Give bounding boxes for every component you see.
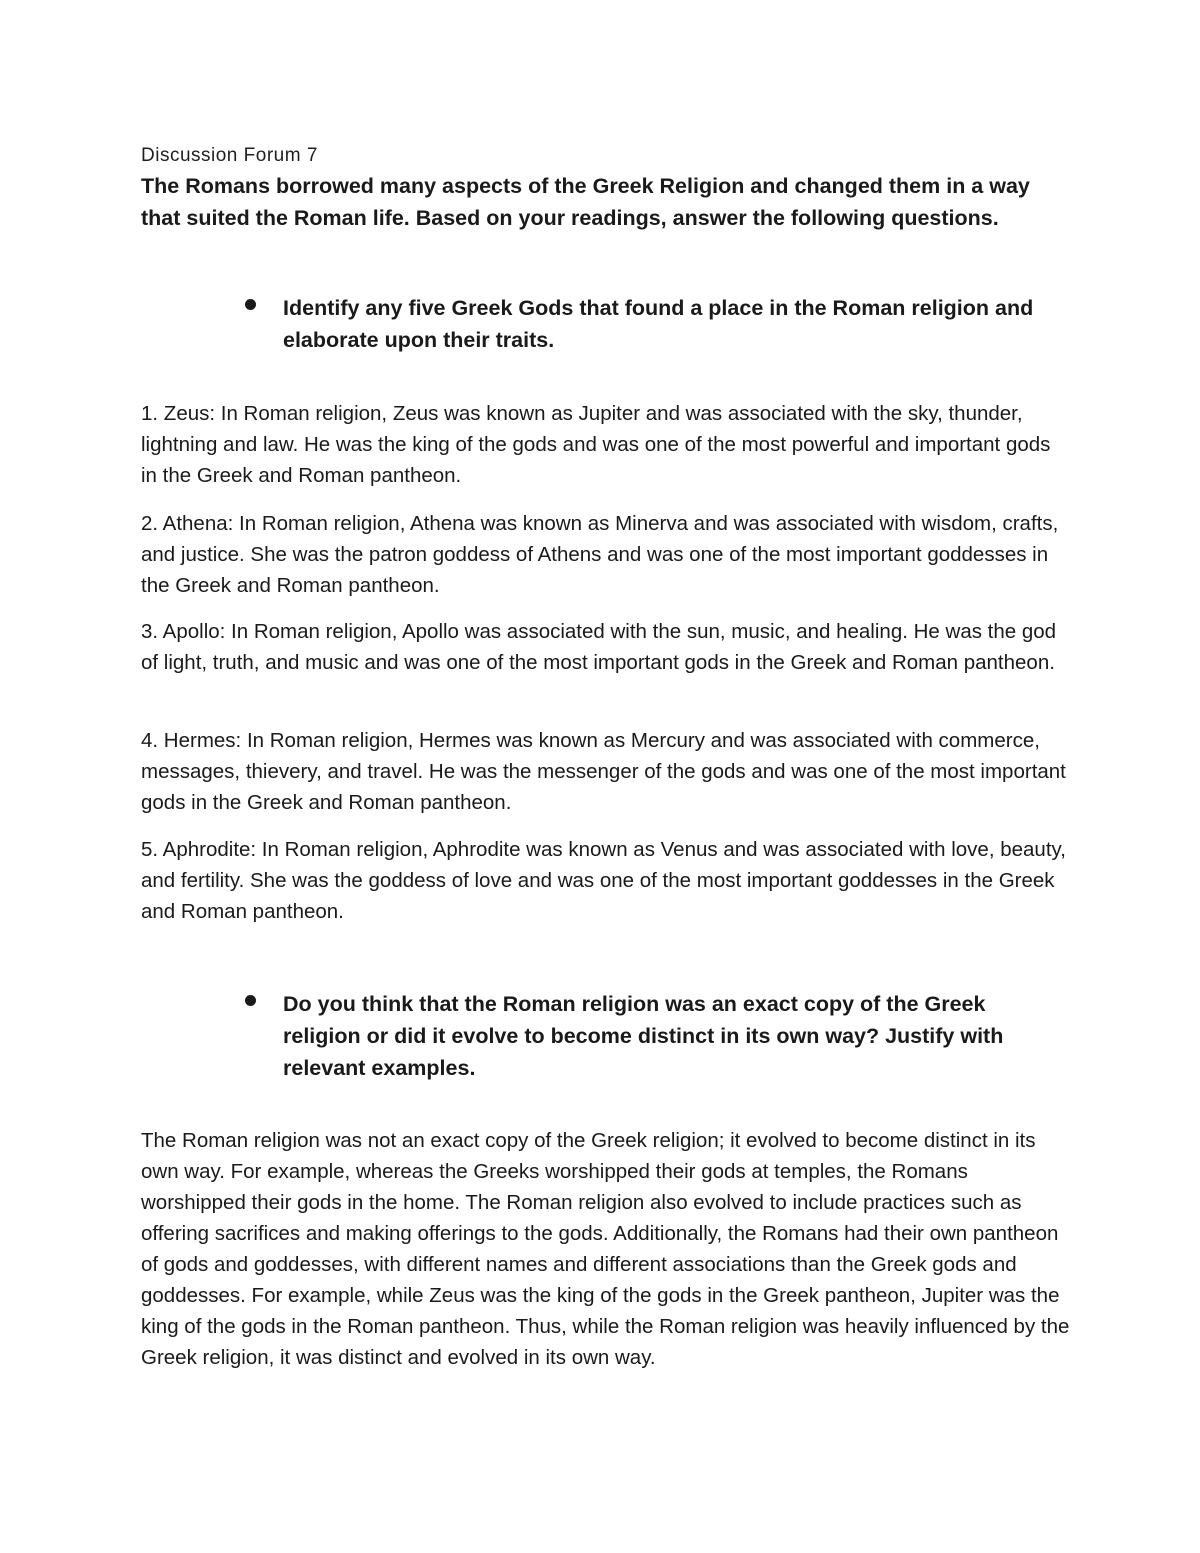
god-paragraph-zeus: 1. Zeus: In Roman religion, Zeus was known as Jupiter and was associated with the sky, thunder, lightning and law. He was the king of the gods and was one of the most powerful and important gods in the Greek and Roman pantheon. — [141, 402, 1051, 487]
question-1: Identify any five Greek Gods that found a place in the Roman religion and elaborate upon their traits. — [283, 296, 1034, 352]
bullet-icon — [245, 299, 256, 310]
document-label: Discussion Forum 7 — [141, 145, 318, 166]
bullet-icon — [245, 995, 256, 1006]
prompt-intro: The Romans borrowed many aspects of the Greek Religion and changed them in a way that suited the Roman life. Based on your readings, answer the following questions. — [141, 174, 1030, 230]
question-2: Do you think that the Roman religion was an exact copy of the Greek religion or did it evolve to become distinct in its own way? Justify with relevant examples. — [283, 992, 1004, 1080]
god-paragraph-hermes: 4. Hermes: In Roman religion, Hermes was known as Mercury and was associated with commerce, messages, thievery, and travel. He was the messenger of the gods and was one of the most important gods in the Greek and Roman pantheon. — [141, 729, 1066, 814]
god-paragraph-aphrodite: 5. Aphrodite: In Roman religion, Aphrodite was known as Venus and was associated with love, beauty, and fertility. She was the goddess of love and was one of the most important goddesses in the Greek and Roman pantheon. — [141, 838, 1066, 923]
god-paragraph-apollo: 3. Apollo: In Roman religion, Apollo was associated with the sun, music, and healing. He was the god of light, truth, and music and was one of the most important gods in the Greek and Roman pantheon. — [141, 620, 1057, 674]
god-paragraph-athena: 2. Athena: In Roman religion, Athena was known as Minerva and was associated with wisdom, crafts, and justice. She was the patron goddess of Athens and was one of the most important goddesses in the Greek and Roman pantheon. — [141, 512, 1059, 597]
answer-paragraph: The Roman religion was not an exact copy of the Greek religion; it evolved to become distinct in its own way. For example, whereas the Greeks worshipped their gods at temples, the Romans worshipped their gods in the home. The Roman religion also evolved to include practices such as offering sacrifices and making offerings to the gods. Additionally, the Romans had their own pantheon of gods and goddesses, with different names and different associations than the Greek gods and goddesses. For example, while Zeus was the king of the gods in the Greek pantheon, Jupiter was the king of the gods in the Roman pantheon. Thus, while the Roman religion was heavily influenced by the Greek religion, it was distinct and evolved in its own way. — [141, 1129, 1070, 1369]
